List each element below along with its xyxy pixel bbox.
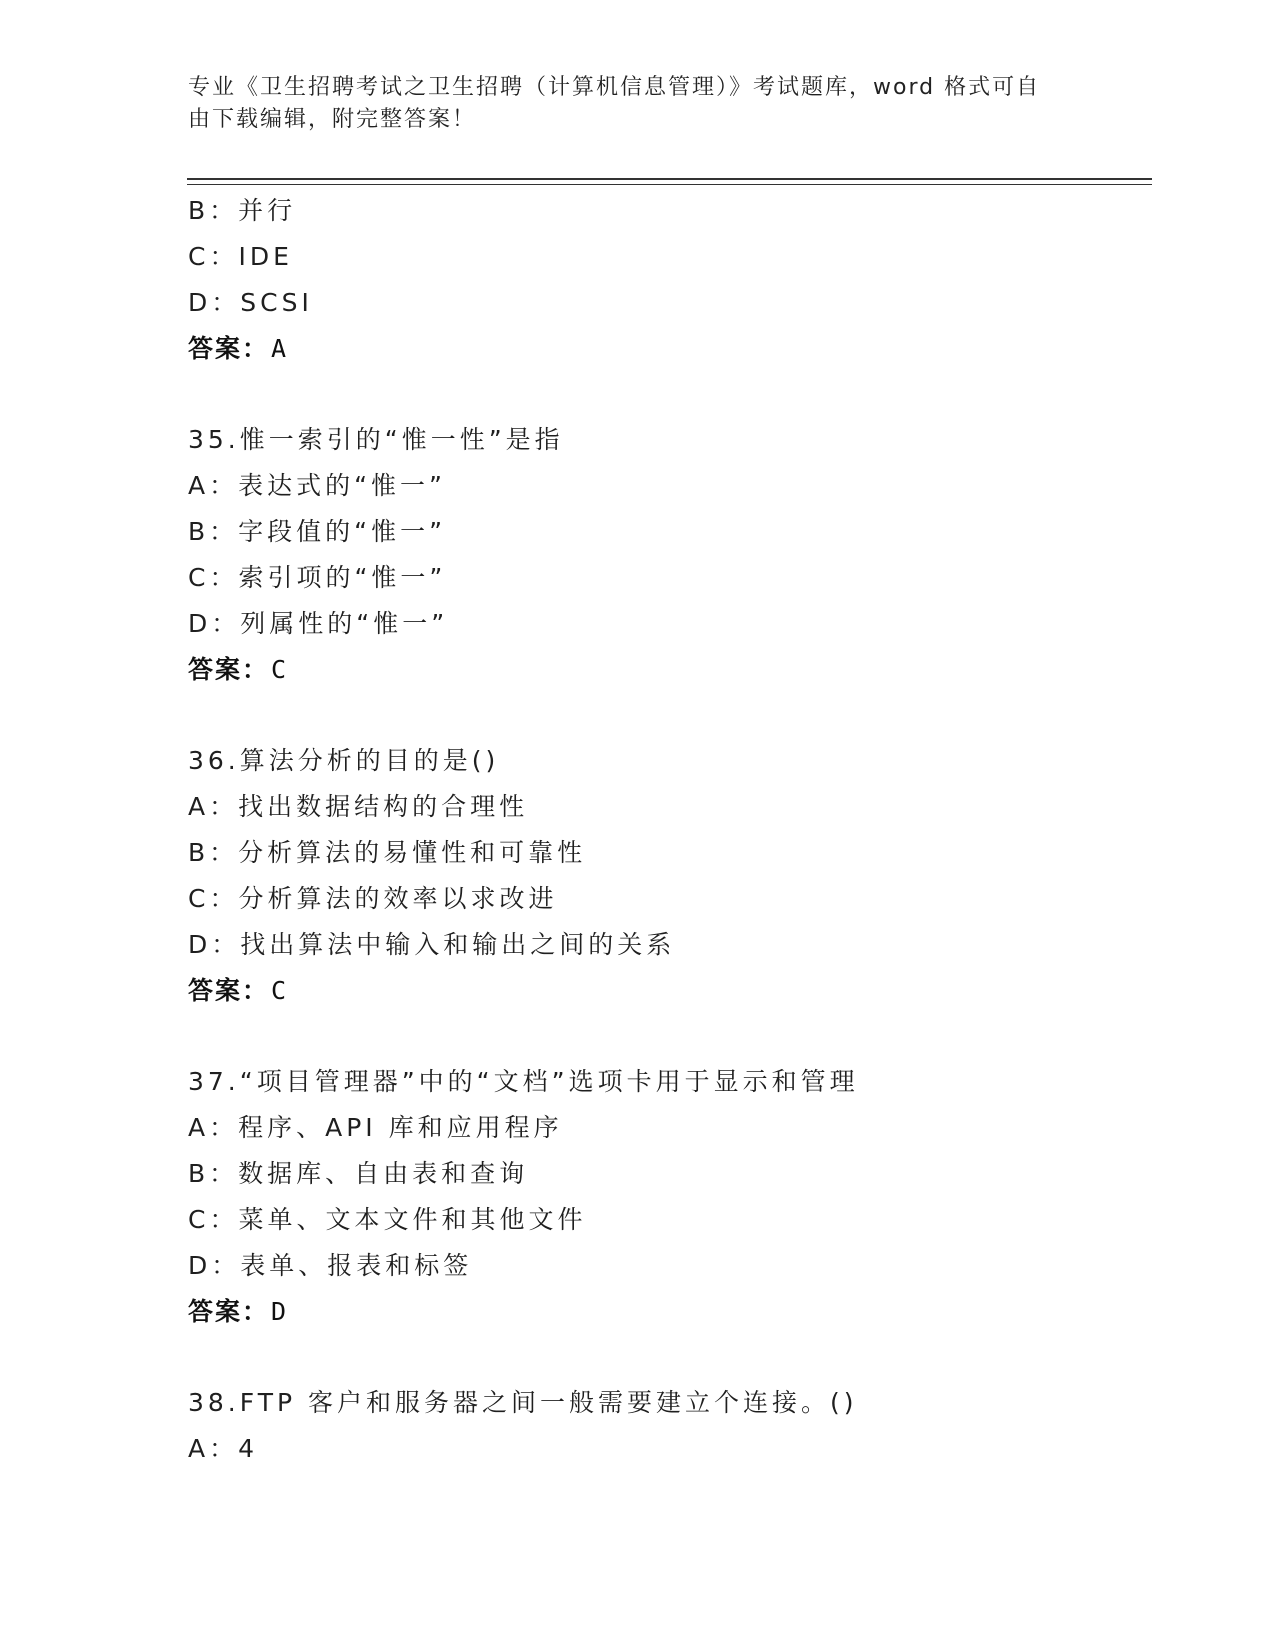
answer-value: A [271,334,288,363]
header-divider-thin [187,184,1152,185]
question-text: 36.算法分析的目的是() [188,746,500,775]
question-text: 35.惟一索引的“惟一性”是指 [188,425,564,454]
answer-line [188,647,1148,693]
option-a: A：表达式的“惟一” [188,471,447,500]
question-block-38 [188,1380,1148,1472]
answer-line [188,968,1148,1014]
option-d: D：列属性的“惟一” [188,609,449,638]
question-list [188,188,1148,1472]
question-block-35 [188,417,1148,693]
answer-value: D [271,1297,288,1326]
question-block-37 [188,1059,1148,1335]
answer-label: 答案： [188,655,270,684]
question-block-36 [188,738,1148,1014]
option-a: A：程序、API 库和应用程序 [188,1113,563,1142]
answer-value: C [271,655,288,684]
question-text: 37.“项目管理器”中的“文档”选项卡用于显示和管理 [188,1067,859,1096]
option-d: D：表单、报表和标签 [188,1251,473,1280]
document-header [188,72,1068,136]
answer-label: 答案： [188,1297,270,1326]
answer-label: 答案： [188,976,270,1005]
answer-value: C [271,976,288,1005]
question-block-34 [188,188,1148,372]
option-a: A：找出数据结构的合理性 [188,792,529,821]
option-c: C：IDE [188,242,293,271]
header-line-2: 由下载编辑，附完整答案！ [188,107,477,132]
option-c: C：菜单、文本文件和其他文件 [188,1205,587,1234]
answer-line [188,1289,1148,1335]
option-d: D：找出算法中输入和输出之间的关系 [188,930,676,959]
answer-label: 答案： [188,334,270,363]
option-c: C：索引项的“惟一” [188,563,447,592]
option-b: B：字段值的“惟一” [188,517,447,546]
header-line-1: 专业《卫生招聘考试之卫生招聘（计算机信息管理）》考试题库，word 格式可自 [188,75,1041,100]
option-c: C：分析算法的效率以求改进 [188,884,558,913]
option-b: B：数据库、自由表和查询 [188,1159,529,1188]
question-text: 38.FTP 客户和服务器之间一般需要建立个连接。() [188,1388,858,1417]
answer-line [188,326,1148,372]
option-b: B：分析算法的易懂性和可靠性 [188,838,587,867]
option-d: D：SCSI [188,288,313,317]
option-a: A：4 [188,1434,259,1463]
header-divider-thick [187,178,1152,180]
option-b: B：并行 [188,196,297,225]
